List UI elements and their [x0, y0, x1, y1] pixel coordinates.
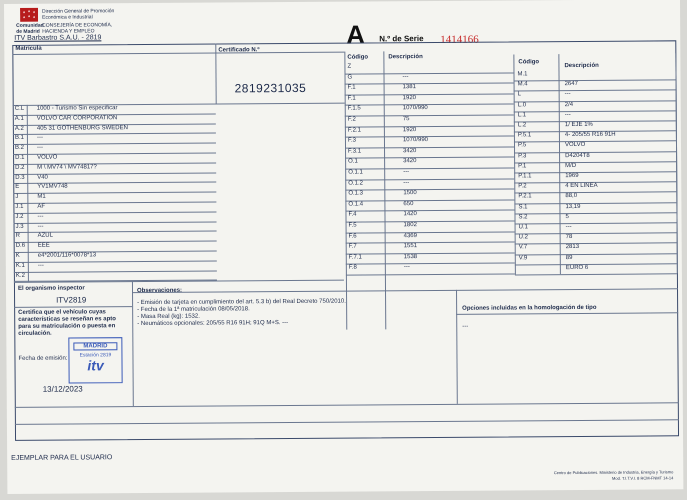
mid-field-code: G — [347, 74, 353, 81]
right-field-code: U.1 — [518, 224, 528, 231]
matricula-label: Matrícula — [15, 45, 42, 52]
mid-field-code: F.1 — [347, 95, 356, 102]
left-field-code: D.6 — [15, 243, 26, 250]
series-label: N.º de Serie — [379, 34, 424, 44]
right-field-value: --- — [565, 224, 572, 231]
mid-field-code: F.4 — [348, 211, 357, 218]
right-field-value: 1/ EJE 1% — [564, 121, 593, 129]
right-field-code: L.0 — [517, 101, 527, 109]
mid-field-value: 1070/990 — [402, 105, 428, 112]
mid-field-code: O.1.2 — [348, 180, 363, 187]
mid-code-header: Código — [347, 54, 369, 61]
right-field-code: P.2 — [518, 183, 527, 190]
right-field-code: P.5 — [517, 142, 527, 149]
mid-field-value: 4369 — [403, 232, 418, 239]
mid-field-code: Z — [347, 63, 352, 70]
left-field-code: A.1 — [14, 115, 24, 122]
right-field-value: 88,0 — [565, 193, 578, 200]
right-field-code: V.7 — [518, 244, 528, 251]
mid-field-code: F.7.1 — [348, 254, 362, 261]
copy-label: EJEMPLAR PARA EL USUARIO — [11, 454, 113, 462]
right-field-code: L.2 — [517, 122, 527, 129]
left-field-code: A.2 — [14, 125, 24, 132]
left-field-value: EEE — [37, 242, 50, 249]
left-field-code: J.3 — [15, 223, 24, 230]
right-field-code: V.9 — [518, 254, 528, 262]
right-field-code: S.1 — [518, 203, 528, 211]
right-field-value: --- — [564, 91, 571, 98]
opciones-label: Opciones incluidas en la homologación de tipo — [462, 304, 597, 312]
mid-field-value: 1920 — [402, 126, 417, 133]
right-field-value: 4- 205/55 R16 91H — [564, 131, 616, 139]
mid-field-value: 75 — [402, 116, 410, 123]
right-field-value: 78 — [565, 234, 573, 241]
right-field-value: 13,19 — [565, 203, 581, 210]
mid-field-code: F.1.5 — [347, 105, 361, 112]
right-field-code: P.1 — [518, 163, 527, 170]
itv-station-label: ITV Barbastro S.A.U. - 2819 — [14, 34, 102, 42]
left-field-value: 405 31 GOTHENBURG SWEDEN — [36, 124, 128, 132]
org-line-1: Dirección General de Promoción — [42, 8, 115, 15]
mid-field-code: F.3.1 — [348, 148, 362, 155]
right-field-code: P.1.1 — [518, 173, 532, 180]
observacion-line: - Masa Real (kg): 1532. — [137, 313, 200, 321]
mid-field-code: F.3 — [347, 137, 356, 144]
mid-field-code: F.1 — [347, 84, 356, 91]
mid-field-code: F.2 — [347, 116, 356, 123]
observacion-line: - Fecha de la 1ª matriculación 08/05/2018. — [137, 306, 250, 314]
certificado-value: 2819231035 — [234, 80, 307, 96]
left-field-value: --- — [36, 135, 43, 142]
left-field-value: --- — [37, 223, 44, 230]
region-line-1: Comunidad — [16, 22, 44, 29]
official-stamp — [68, 337, 122, 383]
observaciones-list — [137, 299, 346, 328]
right-field-value: 89 — [565, 254, 573, 261]
left-field-code: B.1 — [14, 135, 24, 142]
stamp-line-1: MADRID — [73, 342, 117, 350]
right-field-code: P.5.1 — [517, 132, 532, 139]
mid-field-value: 1920 — [402, 94, 417, 102]
mid-field-code: O.1.3 — [348, 190, 364, 197]
right-field-value: 4 EN LINEA — [565, 183, 598, 190]
mid-field-value: 1070/990 — [402, 137, 429, 144]
right-field-value: 5 — [565, 213, 569, 220]
left-field-value: AZUL — [37, 233, 53, 240]
mid-field-value: 1538 — [403, 253, 418, 261]
stamp-line-2: Estación 2819 — [79, 352, 112, 359]
inspector-value: ITV2819 — [56, 295, 87, 305]
right-field-value: 2647 — [564, 81, 578, 88]
mid-field-code: F.2.1 — [347, 127, 361, 134]
mid-field-code: F.5 — [348, 222, 357, 229]
left-field-value: --- — [37, 213, 44, 220]
right-field-code: M.1 — [517, 71, 528, 78]
observaciones-label: Observaciones: — [136, 287, 183, 295]
mid-field-value: --- — [403, 264, 410, 271]
left-field-value: YV1MV748 — [37, 183, 68, 191]
right-field-code: U.2 — [518, 234, 529, 241]
mid-field-code: O.1.4 — [348, 201, 364, 208]
right-field-value: 1969 — [565, 172, 579, 180]
right-field-value: --- — [564, 111, 571, 118]
right-field-code: P.3 — [518, 152, 527, 160]
mid-field-value: --- — [402, 73, 409, 80]
left-field-value: M1 — [37, 193, 46, 200]
left-field-code: J.2 — [15, 213, 24, 220]
left-field-code: J — [15, 194, 19, 201]
series-letter: A — [346, 19, 366, 50]
left-field-code: K.2 — [15, 272, 25, 279]
left-field-code: D.3 — [15, 174, 25, 181]
left-field-value: AF — [37, 203, 46, 210]
right-field-value: EURO 6 — [565, 264, 589, 271]
certificado-label: Certificado N.º — [218, 47, 260, 54]
mid-field-value: 1802 — [403, 222, 417, 229]
left-field-code: R — [15, 233, 20, 240]
left-field-value: e4*2001/116*0078*13 — [37, 252, 97, 259]
madrid-logo — [20, 8, 38, 22]
mid-field-value: 3420 — [403, 147, 417, 155]
mid-field-code: F.8 — [348, 264, 357, 271]
right-field-value: 2813 — [565, 244, 580, 251]
observacion-line: - Emisión de tarjeta en cumplimiento del art. 5.3 b) del Real Decreto 750/2010. — [137, 298, 346, 307]
mid-field-code: O.1 — [348, 158, 358, 165]
left-field-code: K.1 — [15, 262, 25, 269]
mid-field-value: 1420 — [403, 211, 417, 218]
region-line-2: de Madrid — [16, 28, 40, 35]
left-field-value: --- — [36, 144, 44, 151]
itv-card-sheet — [4, 0, 683, 494]
left-field-value: 1000 - Turismo Sin especificar — [36, 105, 118, 112]
right-field-value: VOLVO — [564, 142, 586, 149]
inspector-label: El organismo inspector — [17, 285, 85, 292]
mid-field-code: O.1.1 — [348, 169, 363, 176]
issue-date-label: Fecha de emisión: — [18, 355, 68, 362]
series-number: 1414166 — [440, 33, 479, 46]
right-field-code: L — [517, 91, 522, 98]
right-field-code: P.2.1 — [518, 193, 532, 200]
issue-date-value: 13/12/2023 — [42, 384, 83, 394]
mid-field-value: 1500 — [403, 190, 417, 197]
observacion-line: - Neumáticos opcionales: 205/55 R16 91H; 91Q M+S. --- — [137, 320, 289, 328]
dept-line-2: HACIENDA Y EMPLEO — [42, 28, 95, 35]
right-code-header: Código — [518, 59, 540, 66]
dept-line-1: CONSEJERÍA DE ECONOMÍA, — [42, 22, 113, 29]
left-field-code: D.2 — [15, 164, 25, 171]
left-field-code: D.1 — [15, 154, 25, 161]
left-field-code: B.2 — [14, 145, 25, 152]
itv-logo: itv — [87, 357, 104, 374]
left-field-code: K — [15, 252, 20, 259]
mid-desc-header: Descripción — [388, 54, 423, 61]
right-field-code: M.4 — [517, 81, 528, 88]
mid-field-code: F.7 — [348, 243, 357, 250]
left-field-value: V40 — [37, 174, 48, 181]
left-field-value: VOLVO CAR CORPORATION — [36, 115, 118, 122]
left-field-value: --- — [37, 262, 44, 269]
opciones-value: --- — [462, 323, 469, 330]
printer-line-1: Centro de Publicaciones. Ministerio de Industria, Energía y Turismo — [553, 469, 674, 476]
mid-field-value: --- — [403, 179, 410, 186]
right-field-value: D4204T8 — [565, 152, 590, 159]
right-desc-header: Descripción — [564, 62, 599, 70]
mid-field-value: 1381 — [402, 84, 416, 91]
printer-line-2: Mod. T.I.T.V.I. 8 RCM-FNMT 14-14 — [612, 475, 674, 481]
mid-field-value: 1551 — [403, 243, 418, 250]
left-field-value: M \ MV74 \ MV74817? — [37, 164, 97, 171]
left-field-value: VOLVO — [37, 154, 58, 161]
left-field-code: J.1 — [15, 203, 24, 210]
mid-field-value: 650 — [403, 200, 414, 208]
left-field-code: C.L — [14, 105, 25, 112]
mid-field-code: F.6 — [348, 233, 357, 240]
right-field-code: S.2 — [518, 214, 528, 221]
mid-field-value: 3420 — [403, 158, 417, 165]
org-line-2: Económica e Industrial — [42, 14, 93, 21]
left-field-code: E — [15, 184, 20, 191]
right-field-code: L.1 — [517, 112, 527, 119]
right-field-value: 2/4 — [564, 101, 574, 108]
mid-field-value: --- — [403, 169, 410, 176]
inspector-certifies: Certifica que el vehículo cuyas características se reseñan es apto para su matriculación o puesta en circulación. — [18, 309, 116, 337]
right-field-value: M/D — [565, 162, 577, 169]
